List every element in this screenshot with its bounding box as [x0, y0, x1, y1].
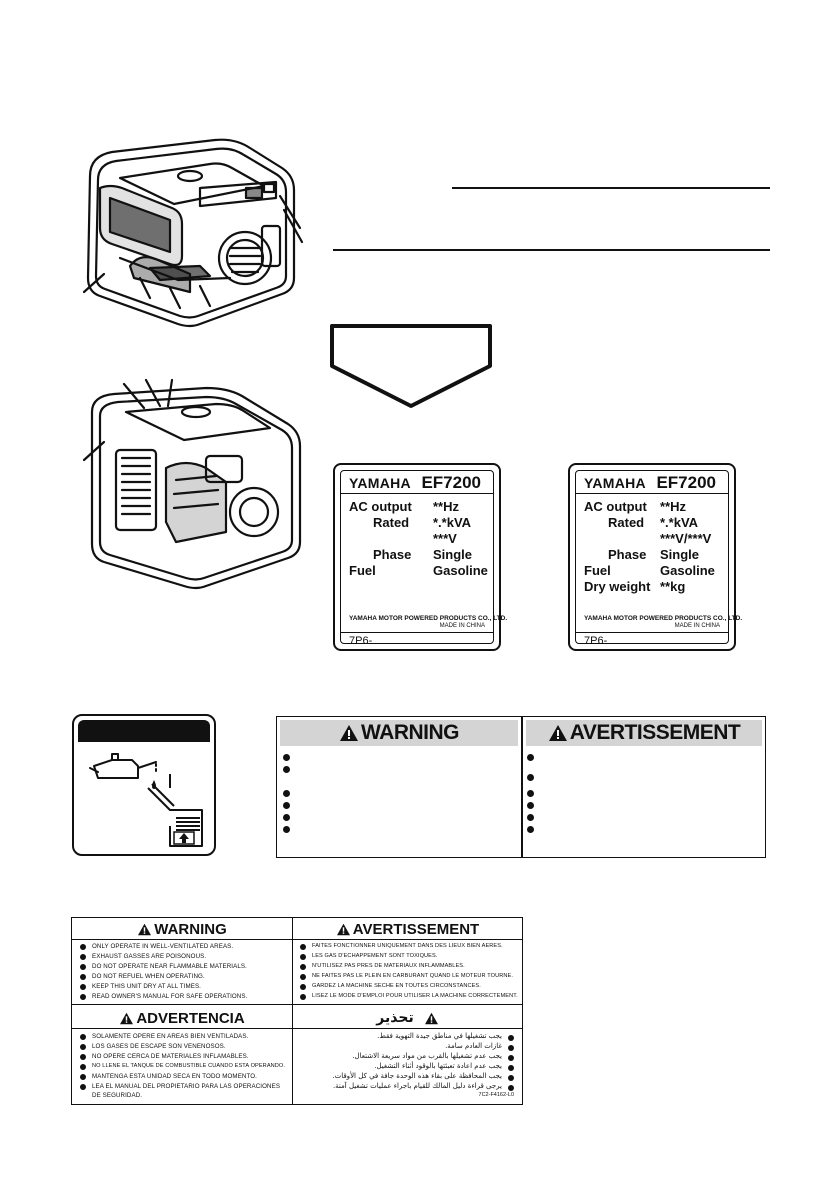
model-plate-single-voltage — [333, 463, 508, 651]
blank-field-line-2 — [333, 249, 770, 251]
arabic-line: يجب المحافظة على بقاء هذه الوحدة جافة في كل الأوقات. — [332, 1072, 502, 1080]
advertencia-line: MANTENGA ESTA UNIDAD SECA EN TODO MOMENTO. — [92, 1073, 257, 1080]
advertencia-line: NO LLENE EL TANQUE DE COMBUSTIBLE CUANDO ESTA OPERANDO. — [92, 1063, 286, 1069]
plate-row-label: Fuel — [584, 563, 611, 578]
bullet — [283, 754, 290, 761]
bullet — [80, 994, 86, 1000]
plate-row-label: Fuel — [349, 563, 376, 578]
down-arrow-icon — [326, 322, 496, 410]
plate-row-value: ***V — [433, 531, 457, 546]
warning-triangle-icon — [336, 923, 351, 936]
avertissement-line: NE FAITES PAS LE PLEIN EN CARBURANT QUAND LE MOTEUR TOURNE. — [312, 973, 513, 979]
heading-underline — [293, 939, 522, 940]
plate-row-label: AC output — [349, 499, 412, 514]
oil-level-icon — [140, 770, 212, 850]
bullet — [283, 790, 290, 797]
oil-check-label — [72, 714, 216, 856]
warning-triangle-icon — [119, 1012, 134, 1025]
avertissement-line: LISEZ LE MODE D'EMPLOI POUR UTILISER LA MACHINE CORRECTEMENT. — [312, 993, 518, 999]
warning-line: ONLY OPERATE IN WELL-VENTILATED AREAS. — [92, 943, 234, 950]
avertissement-heading-text: AVERTISSEMENT — [569, 721, 741, 744]
plate-part-number: 7P6- — [584, 635, 608, 647]
bullet — [508, 1055, 514, 1061]
bullet — [508, 1065, 514, 1071]
warning-heading-text: WARNING — [154, 920, 227, 938]
bullet — [508, 1075, 514, 1081]
plate-made-in: MADE IN CHINA — [674, 623, 720, 629]
advertencia-line: SOLAMENTE OPERE EN AREAS BIEN VENTILADAS. — [92, 1033, 249, 1040]
heading-underline — [72, 939, 292, 940]
bullet — [527, 790, 534, 797]
bullet — [80, 1074, 86, 1080]
arabic-line: يجب عدم تشغيلها بالقرب من مواد سريعة الاشتعال. — [352, 1052, 502, 1060]
avertissement-heading-text: AVERTISSEMENT — [352, 920, 480, 938]
plate-row-label: Rated — [608, 515, 645, 530]
bullet — [508, 1085, 514, 1091]
plate-row-value: Single — [660, 547, 700, 562]
plate-row-label: AC output — [584, 499, 647, 514]
advertencia-heading-text: ADVERTENCIA — [136, 1009, 245, 1027]
arabic-line: يجب تشغيلها في مناطق جيدة التهوية فقط. — [377, 1032, 502, 1040]
plate-row-value: ***V/***V — [660, 531, 712, 546]
oil-label-header-bar — [78, 720, 210, 742]
plate-maker: YAMAHA MOTOR POWERED PRODUCTS CO., LTD. — [584, 615, 743, 622]
advertencia-line: LEA EL MANUAL DEL PROPIETARIO PARA LAS OPERACIONES — [92, 1083, 281, 1090]
plate-row-value: Gasoline — [660, 563, 715, 578]
bullet — [80, 984, 86, 990]
plate-model: EF7200 — [421, 473, 481, 492]
warning-triangle-icon — [339, 724, 359, 742]
warning-line: DO NOT OPERATE NEAR FLAMMABLE MATERIALS. — [92, 963, 247, 970]
advertencia-line: DE SEGURIDAD. — [92, 1092, 143, 1099]
bullet — [80, 1054, 86, 1060]
bullet — [508, 1035, 514, 1041]
bullet — [527, 826, 534, 833]
plate-row-value: Gasoline — [433, 563, 488, 578]
bullet — [300, 984, 306, 990]
bullet — [283, 826, 290, 833]
plate-maker: YAMAHA MOTOR POWERED PRODUCTS CO., LTD. — [349, 615, 508, 622]
bullet — [508, 1045, 514, 1051]
plate-row-label: Phase — [608, 547, 647, 562]
plate-divider — [576, 493, 728, 494]
blank-field-line-1 — [452, 187, 770, 189]
warning-label-large — [276, 716, 766, 858]
bullet — [80, 1064, 86, 1070]
warning-triangle-icon — [548, 724, 568, 742]
advertencia-heading — [72, 1009, 292, 1027]
plate-made-in: MADE IN CHINA — [439, 623, 485, 629]
warning-column-fr — [523, 717, 765, 857]
arabic-line: يجب عدم اعادة تعبئتها بالوقود أثناء التشغيل. — [374, 1062, 502, 1070]
plate-row-value: **Hz — [660, 499, 687, 514]
bullet — [300, 994, 306, 1000]
arabic-line: يرجى قراءة دليل المالك للقيام باجراء عمليات تشغيل آمنة. — [332, 1082, 502, 1090]
bullet — [80, 1084, 86, 1090]
plate-model: EF7200 — [656, 473, 716, 492]
row-divider — [72, 1004, 522, 1005]
plate-brand: YAMAHA — [584, 475, 646, 491]
warning-line: READ OWNER'S MANUAL FOR SAFE OPERATIONS. — [92, 993, 248, 1000]
bullet — [300, 954, 306, 960]
avertissement-heading — [293, 920, 522, 938]
avertissement-line: LES GAS D'ECHAPPEMENT SONT TOXIQUES. — [312, 953, 438, 959]
heading-underline — [293, 1028, 522, 1029]
avertissement-line: FAITES FONCTIONNER UNIQUEMENT DANS DES LIEUX BIEN AERES. — [312, 943, 503, 949]
heading-underline — [72, 1028, 292, 1029]
plate-row-label: Rated — [373, 515, 410, 530]
plate-row-value: Single — [433, 547, 473, 562]
bullet — [80, 964, 86, 970]
bullet — [283, 814, 290, 821]
plate-row-label: Phase — [373, 547, 412, 562]
arabic-heading-text: تحذير — [376, 1010, 414, 1026]
warning-line: KEEP THIS UNIT DRY AT ALL TIMES. — [92, 983, 201, 990]
warning-label-four-language — [71, 917, 523, 1105]
bullet — [300, 974, 306, 980]
plate-brand: YAMAHA — [349, 475, 411, 491]
plate-row-label: Dry weight — [584, 579, 651, 594]
plate-inner-frame — [340, 470, 508, 647]
arabic-line: غازات العادم سامة. — [445, 1042, 502, 1050]
advertencia-line: LOS GASES DE ESCAPE SON VENENOSOS. — [92, 1043, 226, 1050]
plate-inner-frame — [575, 470, 743, 647]
warning-line: DO NOT REFUEL WHEN OPERATING. — [92, 973, 205, 980]
warning-line: EXHAUST GASSES ARE POISONOUS. — [92, 953, 207, 960]
avertissement-line: GARDEZ LA MACHINE SECHE EN TOUTES CIRCONSTANCES. — [312, 983, 481, 989]
bullet — [80, 1034, 86, 1040]
plate-divider — [341, 493, 493, 494]
bullet — [80, 1044, 86, 1050]
bullet — [80, 954, 86, 960]
plate-divider — [341, 632, 493, 633]
warning-heading — [72, 920, 292, 938]
avertissement-heading — [526, 720, 762, 746]
plate-part-number: 7P6- — [349, 635, 373, 647]
warning-heading — [280, 720, 518, 746]
warning-triangle-icon — [137, 923, 152, 936]
bullet — [300, 964, 306, 970]
bullet — [527, 814, 534, 821]
advertencia-line: NO OPERE CERCA DE MATERIALES INFLAMABLES. — [92, 1053, 249, 1060]
generator-front-icon — [50, 128, 320, 343]
bullet — [80, 944, 86, 950]
bullet — [527, 774, 534, 781]
warning-column-en — [277, 717, 521, 857]
plate-divider — [576, 632, 728, 633]
plate-row-value: *.*kVA — [433, 515, 472, 530]
label-part-code: 7C2-F4162-L0 — [478, 1092, 514, 1098]
plate-row-value: *.*kVA — [660, 515, 699, 530]
plate-row-value: **kg — [660, 579, 686, 594]
bullet — [527, 802, 534, 809]
bullet — [80, 974, 86, 980]
bullet — [527, 754, 534, 761]
generator-rear-icon — [56, 372, 316, 594]
model-plate-dual-voltage — [568, 463, 743, 651]
bullet — [283, 766, 290, 773]
arabic-heading — [293, 1009, 522, 1027]
warning-triangle-icon — [424, 1012, 439, 1025]
plate-row-value: **Hz — [433, 499, 460, 514]
avertissement-line: N'UTILISEZ PAS PRES DE MATERIAUX INFLAMMABLES. — [312, 963, 465, 969]
warning-heading-text: WARNING — [361, 721, 459, 744]
bullet — [283, 802, 290, 809]
bullet — [300, 944, 306, 950]
